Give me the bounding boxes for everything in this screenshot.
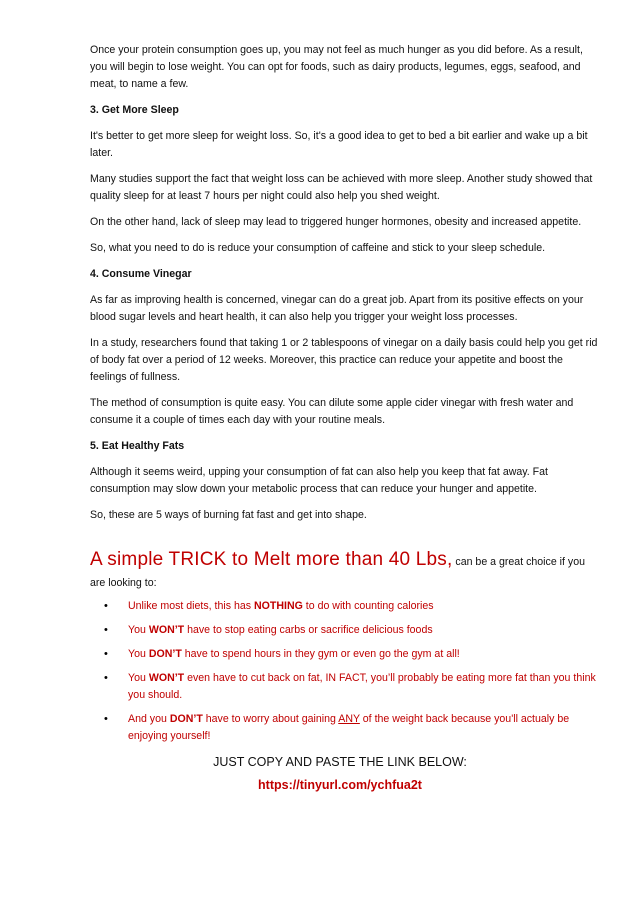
underlined-word: ANY <box>338 713 360 725</box>
section-paragraph: Although it seems weird, upping your consumption of fat can also help you keep that fat away. Fat consumption may slow down your metabolic process that can reduce your hunger and appetite. <box>90 466 548 495</box>
section-eat-healthy-fats <box>90 438 600 524</box>
section-paragraph: As far as improving health is concerned, vinegar can do a great job. Apart from its positive effects on your blood sugar levels and heart health, it can also help you trigger your weight loss processes. <box>90 294 584 323</box>
promo-headline: A simple TRICK to Melt more than 40 Lbs, <box>90 549 453 570</box>
section-paragraph: Many studies support the fact that weight loss can be achieved with more sleep. Another study showed that quality sleep for at least 7 hours per night could also help you shed weight. <box>90 173 593 202</box>
section-heading: 3. Get More Sleep <box>90 104 179 116</box>
list-item: • And you DON’T have to worry about gaining ANY of the weight back because you'll actualy be enjoying yourself! <box>128 711 600 745</box>
emphasis: DON’T <box>169 713 203 725</box>
list-item: • You WON’T have to stop eating carbs or sacrifice delicious foods <box>128 622 600 639</box>
section-paragraph: It's better to get more sleep for weight loss. So, it's a good idea to get to bed a bit earlier and wake up a bit later. <box>90 130 588 159</box>
section-heading: 5. Eat Healthy Fats <box>90 440 185 452</box>
emphasis: WON’T <box>148 672 185 684</box>
section-paragraph: So, these are 5 ways of burning fat fast and get into shape. <box>90 509 367 521</box>
section-get-more-sleep <box>90 102 600 257</box>
section-paragraph: So, what you need to do is reduce your consumption of caffeine and stick to your sleep schedule. <box>90 242 546 254</box>
list-item: • Unlike most diets, this has NOTHING to do with counting calories <box>128 598 600 615</box>
section-paragraph: On the other hand, lack of sleep may lead to triggered hunger hormones, obesity and increased appetite. <box>90 216 582 228</box>
emphasis: NOTHING <box>254 600 303 612</box>
tinyurl-link[interactable]: https://tinyurl.com/ychfua2t <box>258 778 422 792</box>
emphasis: DON’T <box>148 648 182 660</box>
emphasis: WON’T <box>148 624 185 636</box>
cta-instruction: JUST COPY AND PASTE THE LINK BELOW: <box>213 755 467 769</box>
list-item: • You WON’T even have to cut back on fat, IN FACT, you’ll probably be eating more fat than you think you should. <box>128 670 600 704</box>
promo-block <box>90 550 600 593</box>
section-paragraph: In a study, researchers found that taking 1 or 2 tablespoons of vinegar on a daily basis could help you get rid of body fat over a period of 12 weeks. Moreover, this practice can reduce your appetite and boost the feelings of fullness. <box>90 337 598 383</box>
promo-tail: can be a great choice if you are looking to: <box>90 556 585 589</box>
document-page <box>90 42 600 792</box>
section-heading: 4. Consume Vinegar <box>90 268 192 280</box>
promo-bullet-list <box>90 598 600 745</box>
section-paragraph: The method of consumption is quite easy. You can dilute some apple cider vinegar with fresh water and consume it a couple of times each day with your routine meals. <box>90 397 574 426</box>
list-item: • You DON’T have to spend hours in they gym or even go the gym at all! <box>128 646 600 663</box>
section-consume-vinegar <box>90 266 600 429</box>
intro-paragraph: Once your protein consumption goes up, you may not feel as much hunger as you did before. As a result, you will begin to lose weight. You can opt for foods, such as dairy products, legumes, eggs, seafood, and meat, to name a few. <box>90 44 583 90</box>
